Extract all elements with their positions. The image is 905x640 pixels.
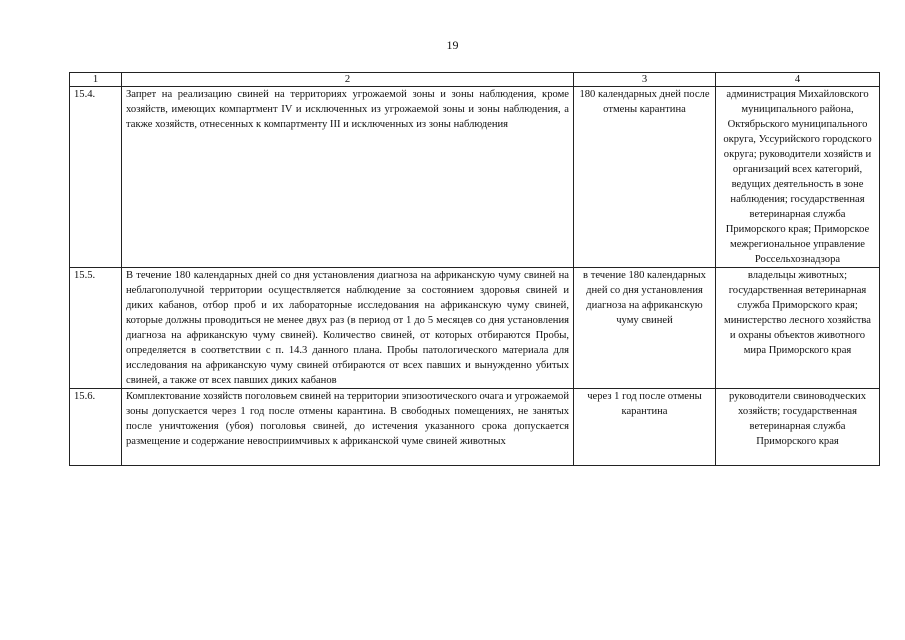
column-header-2: 2 xyxy=(122,73,574,87)
responsible-text: руководители свиноводческих хозяйств; государственная ветеринарная служба Приморского края xyxy=(728,391,867,447)
table-row xyxy=(70,268,880,389)
deadline-text: через 1 год после отмены карантина xyxy=(587,391,702,417)
table-row xyxy=(70,87,880,268)
row-number: 15.5. xyxy=(70,268,122,389)
measure-text: Комплектование хозяйств поголовьем свиней на территории эпизоотического очага и угрожаемой зоны допускается через 1 год после отмены карантина. В свободных помещениях, не занятых после уничтожения (убоя) поголовья свиней, до истечения указанного срока допускается размещение и содержание невосприимчивых к африканской чуме свиней животных xyxy=(126,391,569,447)
deadline-text: 180 календарных дней после отмены карантина xyxy=(574,87,716,268)
page-number: 19 xyxy=(446,38,459,52)
responsible-text: администрация Михайловского муниципального района, Октябрьского муниципального округа, Уссурийского городского округа; руководители хозяйств и организаций всех категорий, ведущих деятельность в зоне наблюдения; государственная ветеринарная служба Приморского края; Приморское межрегиональное управление Россельхознадзора xyxy=(716,87,880,268)
measures-table xyxy=(69,72,880,466)
column-header-3: 3 xyxy=(574,73,716,87)
column-header-1: 1 xyxy=(70,73,122,87)
measure-text: В течение 180 календарных дней со дня установления диагноза на африканскую чуму свиней на неблагополучной территории осуществляется наблюдение за состоянием здоровья свиней и диких кабанов, отбор проб и их лабораторные исследования на африканскую чуму свиней, которые должны проводиться не менее двух раз (в период от 1 до 5 месяцев со дня установления диагноза на африканскую чуму свиней). Количество свиней, от которых отбираются Пробы, определяется в соответствии с п. 14.3 данного плана. Пробы патологического материала для исследования на африканскую чуму свиней отбираются от всех павших и вынужденно убитых свиней, а также от всех павших диких кабанов xyxy=(122,268,574,389)
row-number: 15.6. xyxy=(70,389,122,466)
responsible-text: владельцы животных; государственная ветеринарная служба Приморского края; министерство лесного хозяйства и охраны объектов животного мира Приморского края xyxy=(716,268,880,389)
row-number: 15.4. xyxy=(70,87,122,268)
header-row xyxy=(70,73,880,87)
table-row xyxy=(70,389,880,466)
column-header-4: 4 xyxy=(716,73,880,87)
measure-text: Запрет на реализацию свиней на территориях угрожаемой зоны и зоны наблюдения, кроме хозяйств, имеющих компартмент IV и исключенных из угрожаемой зоны и зоны наблюдения, а также хозяйств, отнесенных к компартменту III и исключенных из зоны наблюдения xyxy=(122,87,574,268)
deadline-text: в течение 180 календарных дней со дня установления диагноза на африканскую чуму свиней xyxy=(574,268,716,389)
